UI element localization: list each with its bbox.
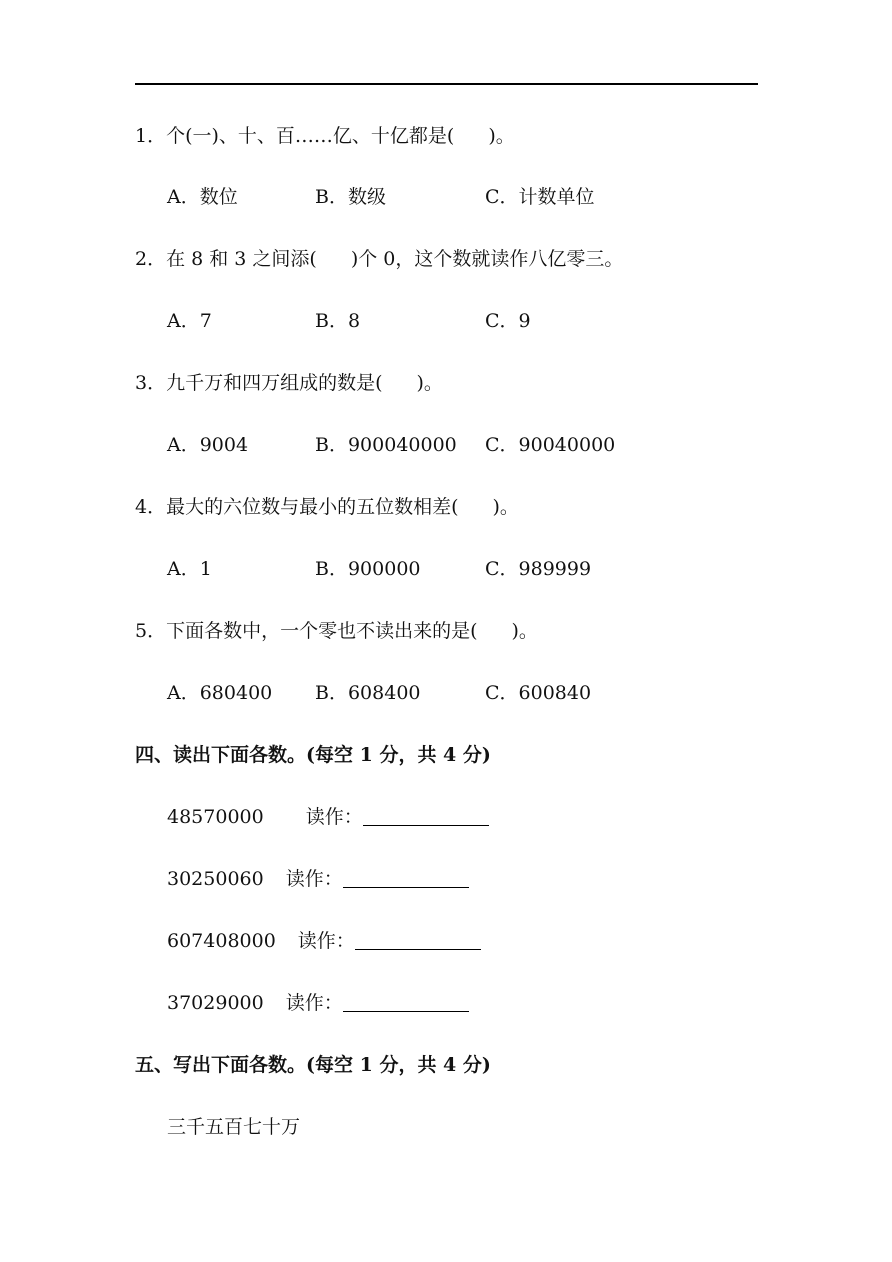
option-a[interactable]: A．1 xyxy=(167,558,212,580)
option-c[interactable]: C．989999 xyxy=(485,558,592,580)
option-b[interactable]: B．900040000 xyxy=(315,434,457,456)
number-to-read: 37029000 xyxy=(167,992,264,1014)
read-label: 读作： xyxy=(285,992,343,1014)
question-number: 5． xyxy=(135,620,167,642)
answer-line[interactable] xyxy=(343,993,469,1012)
question-number: 4． xyxy=(135,496,167,518)
question-3 xyxy=(135,371,443,395)
read-item-3 xyxy=(167,929,481,953)
question-text: 个(一)、十、百……亿、十亿都是( xyxy=(166,125,455,147)
question-2 xyxy=(135,247,623,271)
option-a[interactable]: A．9004 xyxy=(167,434,249,456)
option-b[interactable]: B．608400 xyxy=(315,682,421,704)
question-text-end: )。 xyxy=(488,125,515,147)
answer-line[interactable] xyxy=(363,807,489,826)
read-label: 读作： xyxy=(285,868,343,890)
number-to-read: 607408000 xyxy=(167,930,276,952)
answer-line[interactable] xyxy=(355,931,481,950)
chinese-number-text: 三千五百七十万 xyxy=(167,1116,301,1138)
question-number: 2． xyxy=(135,248,167,270)
question-1 xyxy=(135,124,515,148)
question-text: 在 8 和 3 之间添( xyxy=(166,248,317,270)
question-text-end: )。 xyxy=(416,372,443,394)
question-text-end: )个 0，这个数就读作八亿零三。 xyxy=(350,248,624,270)
read-item-2 xyxy=(167,867,469,891)
number-to-read: 48570000 xyxy=(167,806,264,828)
question-4 xyxy=(135,495,519,519)
read-item-1 xyxy=(167,805,489,829)
read-label: 读作： xyxy=(297,930,355,952)
option-c[interactable]: C．90040000 xyxy=(485,434,616,456)
option-b[interactable]: B．8 xyxy=(315,310,361,332)
question-text: 最大的六位数与最小的五位数相差( xyxy=(166,496,459,518)
section-5-heading: 五、写出下面各数。(每空 1 分，共 4 分) xyxy=(135,1054,491,1076)
option-a[interactable]: A．680400 xyxy=(167,682,273,704)
option-a[interactable]: A．7 xyxy=(167,310,212,332)
read-item-4 xyxy=(167,991,469,1015)
option-c[interactable]: C．9 xyxy=(485,310,531,332)
option-b[interactable]: B．900000 xyxy=(315,558,421,580)
section-4-heading: 四、读出下面各数。(每空 1 分，共 4 分) xyxy=(135,744,491,766)
question-text: 九千万和四万组成的数是( xyxy=(166,372,383,394)
read-label: 读作： xyxy=(305,806,363,828)
option-c[interactable]: C．计数单位 xyxy=(485,186,595,208)
question-text: 下面各数中，一个零也不读出来的是( xyxy=(166,620,478,642)
write-item-1 xyxy=(167,1115,300,1139)
question-5 xyxy=(135,619,538,643)
question-text-end: )。 xyxy=(511,620,538,642)
question-text-end: )。 xyxy=(492,496,519,518)
top-divider xyxy=(135,83,758,85)
question-number: 3． xyxy=(135,372,167,394)
number-to-read: 30250060 xyxy=(167,868,264,890)
option-b[interactable]: B．数级 xyxy=(315,186,386,208)
option-a[interactable]: A．数位 xyxy=(167,186,238,208)
option-c[interactable]: C．600840 xyxy=(485,682,592,704)
question-number: 1． xyxy=(135,125,167,147)
answer-line[interactable] xyxy=(343,869,469,888)
